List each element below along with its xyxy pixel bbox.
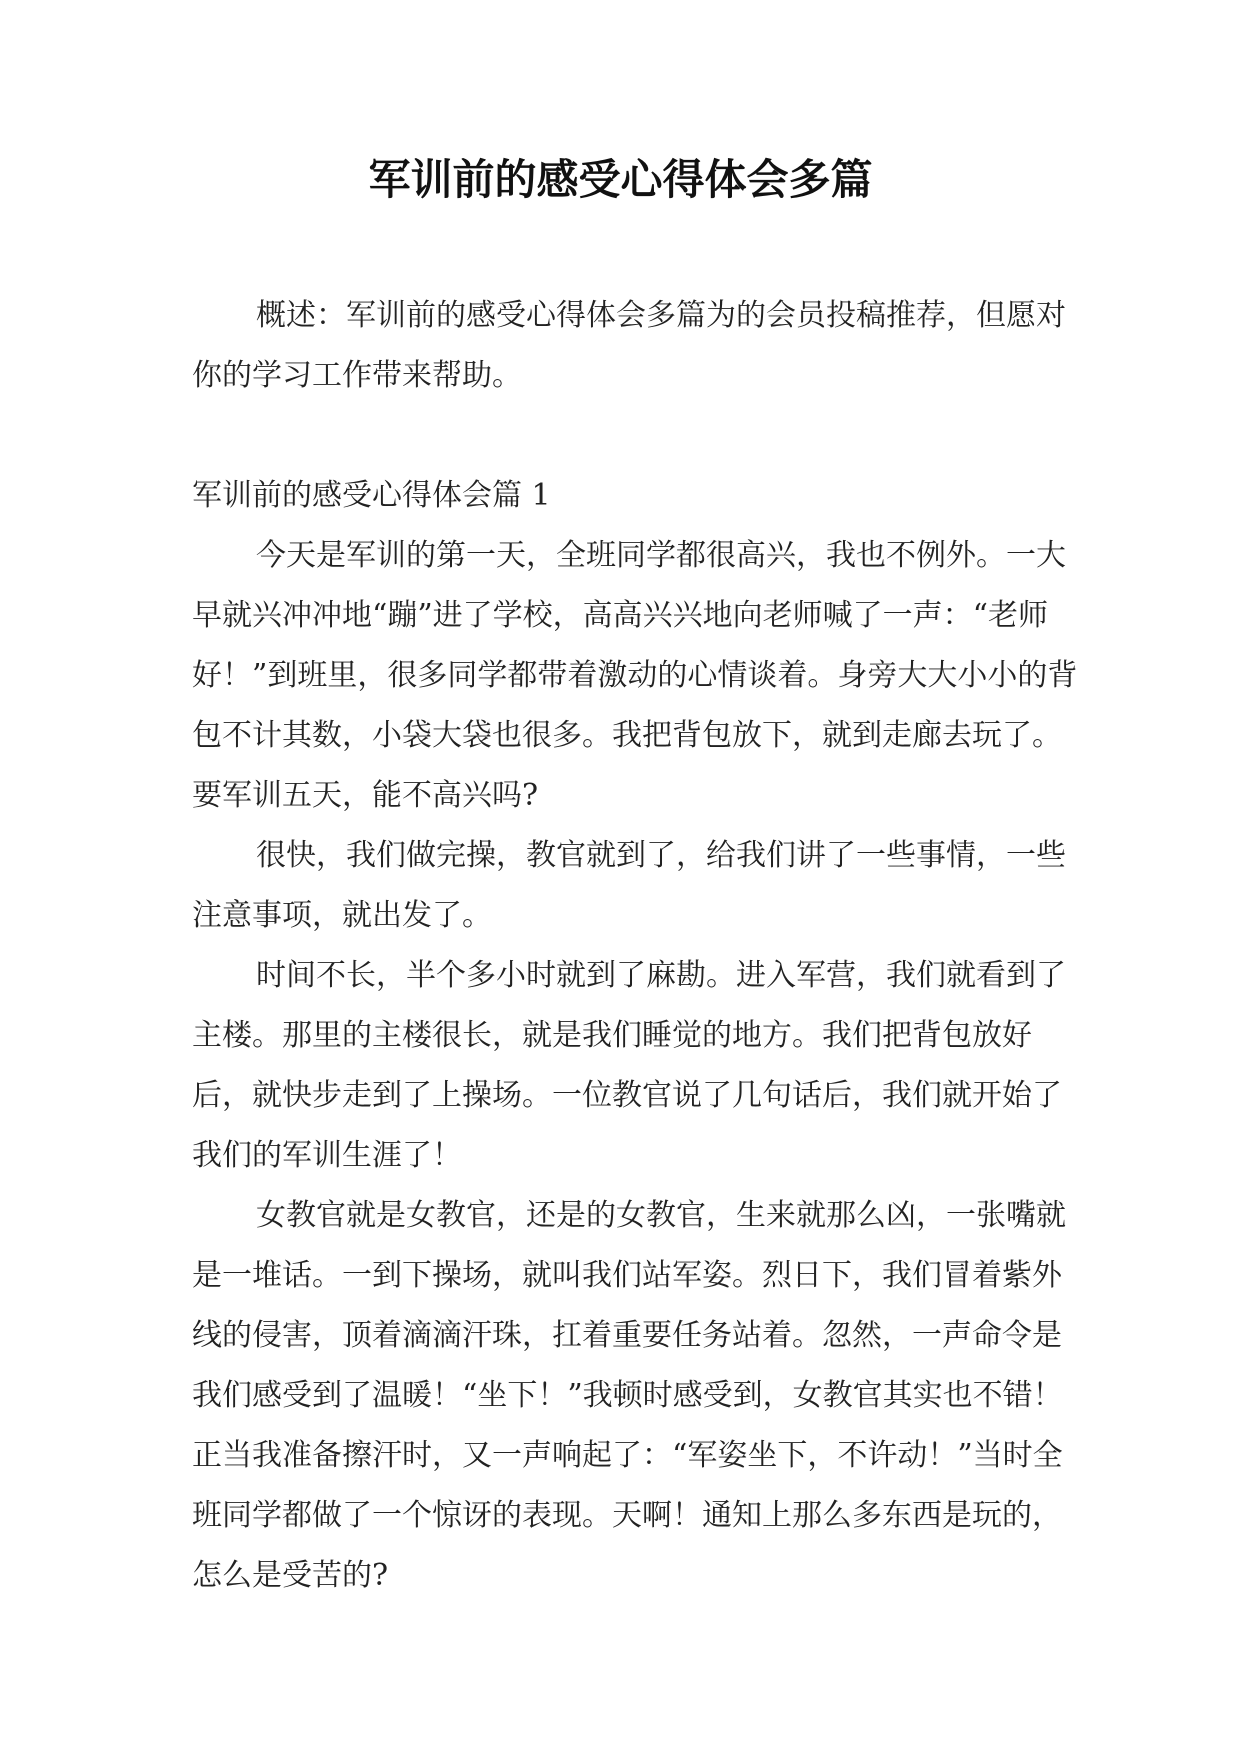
body-paragraph-1: 今天是军训的第一天，全班同学都很高兴，我也不例外。一大早就兴冲冲地“蹦”进了学校，高高兴兴地向老师喊了一声：“老师好！”到班里，很多同学都带着激动的心情谈着。身旁大大小小的背包不计其数，小袋大袋也很多。我把背包放下，就到走廊去玩了。要军训五天，能不高兴吗? <box>192 538 1078 813</box>
summary-paragraph: 概述：军训前的感受心得体会多篇为的会员投稿推荐，但愿对你的学习工作带来帮助。 <box>192 298 1066 393</box>
section-heading: 军训前的感受心得体会篇 1 <box>192 478 551 513</box>
body-paragraph-3: 时间不长，半个多小时就到了麻勘。进入军营，我们就看到了主楼。那里的主楼很长，就是我们睡觉的地方。我们把背包放好后，就快步走到了上操场。一位教官说了几句话后，我们就开始了我们的军训生涯了！ <box>192 958 1066 1173</box>
document-title: 军训前的感受心得体会多篇 <box>368 155 873 204</box>
summary-block <box>192 286 1082 406</box>
section-1 <box>192 466 1082 1606</box>
body-paragraph-2: 很快，我们做完操，教官就到了，给我们讲了一些事情，一些注意事项，就出发了。 <box>192 838 1066 933</box>
body-paragraph-4: 女教官就是女教官，还是的女教官，生来就那么凶，一张嘴就是一堆话。一到下操场，就叫我们站军姿。烈日下，我们冒着紫外线的侵害，顶着滴滴汗珠，扛着重要任务站着。忽然，一声命令是我们感受到了温暖！“坐下！”我顿时感受到，女教官其实也不错！正当我准备擦汗时，又一声响起了：“军姿坐下，不许动！”当时全班同学都做了一个惊讶的表现。天啊！通知上那么多东西是玩的，怎么是受苦的? <box>192 1198 1066 1593</box>
